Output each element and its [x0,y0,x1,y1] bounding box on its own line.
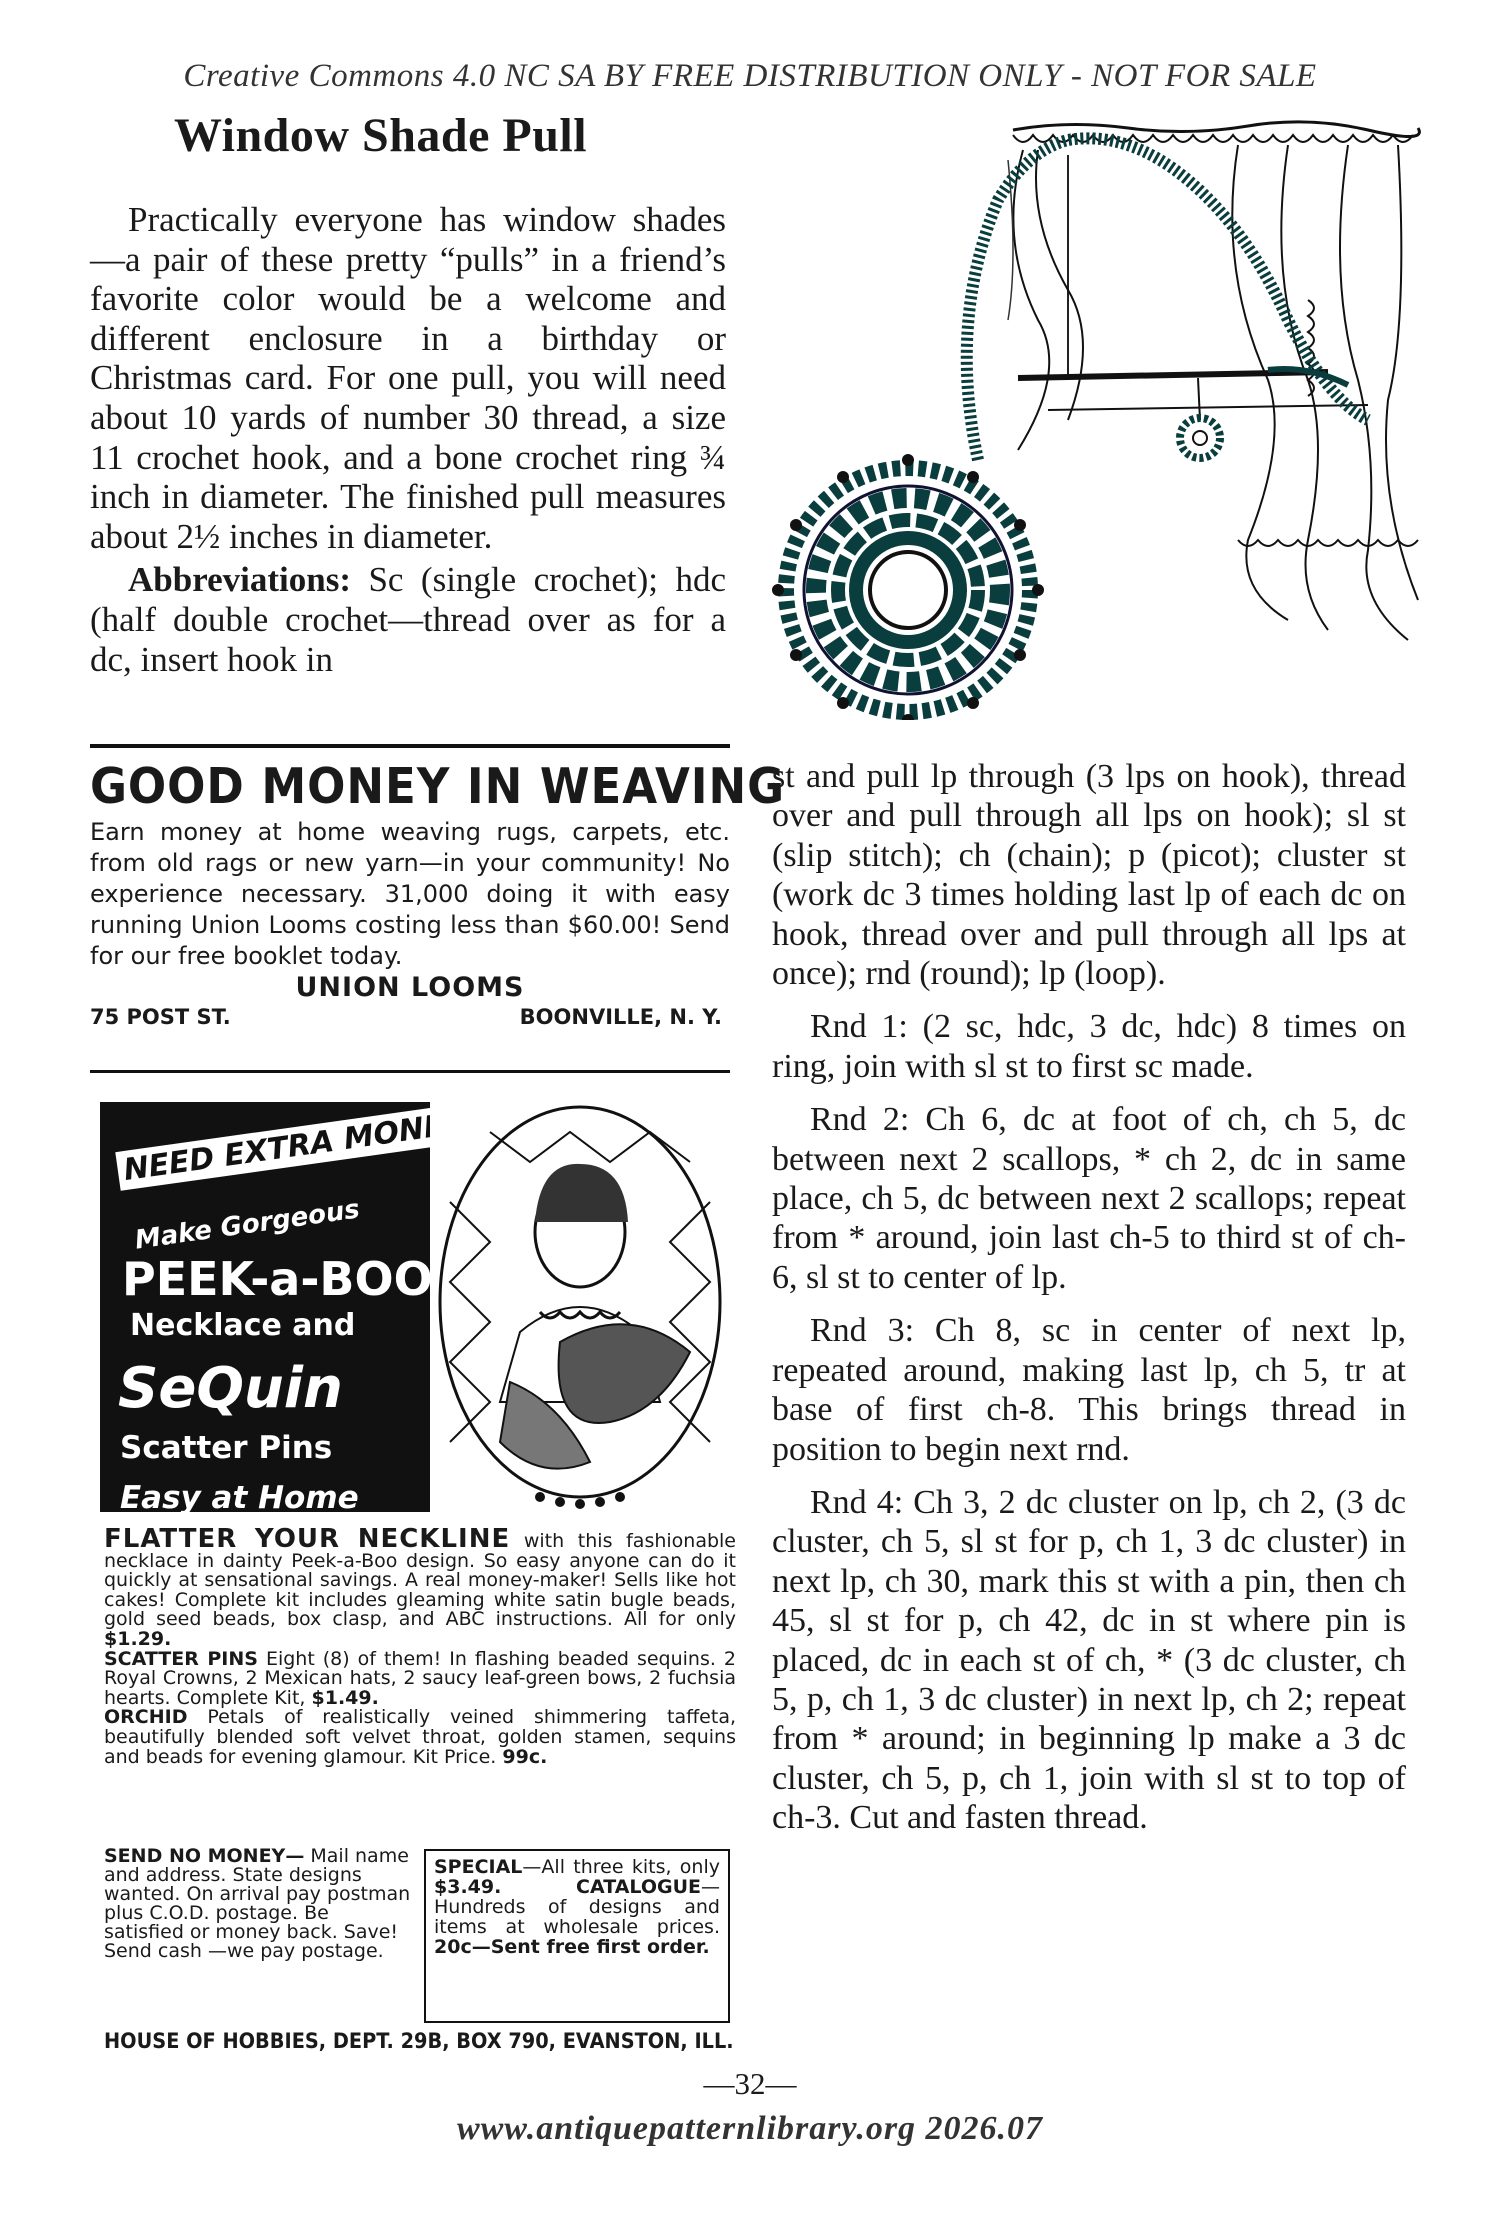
round-1: Rnd 1: (2 sc, hdc, 3 dc, hdc) 8 times on ring, join with sl st to first sc made. [772,1008,1406,1085]
weaving-ad-body: Earn money at home weaving rugs, carpets, etc. from old rags or new yarn—in your community! No experience necessary. 31,000 doing it with easy running Union Looms costing less than $60.00! Send for our free booklet today. [90,818,730,970]
article-right-column [772,757,1406,1852]
banner-scatter-pins: Scatter Pins [120,1430,333,1466]
round-2: Rnd 2: Ch 6, dc at foot of ch, ch 5, dc between next 2 scallops, * ch 2, dc in same place, ch 5, dc between next 2 scallops; repeat from * around, join last ch-5 to third st of ch-6, sl st to center of lp. [772,1101,1406,1296]
divider-top [90,744,730,748]
special-headline: SPECIAL [434,1856,523,1878]
flatter-body: with this fashionable necklace in dainty Peek-a-Boo design. So easy anyone can do it quickly at sensational savings. A real money-maker! Sells like hot cakes! Complete kit includes gleaming white satin bugle beads, gold seed beads, box clasp, and ABC instructions. All for only [104,1530,736,1631]
abbreviations-paragraph [90,560,726,679]
scatter-price: $1.49. [311,1686,379,1709]
crochet-pull-motif [772,454,1044,720]
send-body: Mail name and address. State designs wanted. On arrival pay postman plus C.O.D. postage. Be satisfied or money back. Save! Send cash —we pay postage. [104,1845,411,1962]
catalogue-body: —Hundreds of designs and items at wholesale prices. [434,1876,720,1938]
flatter-price: $1.29. [104,1627,172,1650]
send-headline: SEND NO MONEY— [104,1845,305,1867]
scatter-body: Eight (8) of them! In flashing beaded sequins. 2 Royal Crowns, 2 Mexican hats, 2 saucy leaf-green bows, 2 fuchsia hearts. Complete Kit, [104,1647,736,1709]
banner-necklace-and: Necklace and [130,1308,356,1343]
orchid-headline: ORCHID [104,1706,188,1729]
send-no-money-block [104,1847,412,1961]
catalogue-price: 20c—Sent free first order. [434,1936,710,1958]
banner-sequin: SeQuin [118,1356,343,1421]
banner-easy-at-home: Easy at Home [120,1480,359,1516]
weaving-ad-headline: GOOD MONEY IN WEAVING [90,758,786,815]
article-left-column [90,200,726,679]
special-offer-box [424,1849,730,2023]
article-title: Window Shade Pull [174,109,588,162]
weaving-ad-street: 75 POST ST. [90,1005,231,1029]
orchid-price: 99c. [502,1745,548,1768]
divider-middle [90,1070,730,1073]
necklace-ad-copy [104,1524,737,1768]
round-3: Rnd 3: Ch 8, sc in center of next lp, repeated around, making last lp, ch 5, tr at base of first ch-8. This brings thread in position to begin next rnd. [772,1312,1406,1468]
flatter-headline: FLATTER YOUR NECKLINE [104,1524,511,1554]
abbreviations-label: Abbreviations: [128,560,351,600]
flatter-paragraph [104,1524,736,1650]
special-body: —All three kits, only [522,1856,720,1878]
abbreviations-text: Sc (single crochet); hdc (half double crochet—thread over as for a dc, insert hook in [90,560,727,679]
page-number: —32— [703,2066,797,2101]
footer-url: www.antiquepatternlibrary.org 2026.07 [456,2110,1044,2147]
banner-peek-a-boo: PEEK-a-BOO [122,1252,433,1306]
catalogue-headline: CATALOGUE [576,1876,701,1898]
license-header: Creative Commons 4.0 NC SA BY FREE DISTRIBUTION ONLY - NOT FOR SALE [183,58,1317,94]
necklace-woman-illustration [430,1102,736,1512]
weaving-ad [90,758,786,1029]
necklace-ad-address: HOUSE OF HOBBIES, DEPT. 29B, BOX 790, EVANSTON, ILL. [104,2029,734,2053]
special-price: $3.49. [434,1876,502,1898]
window-shade-pull-illustration [768,120,1428,720]
banner-need-money: NEED EXTRA MONEY? [115,1100,491,1191]
intro-paragraph: Practically everyone has window shades—a pair of these pretty “pulls” in a friend’s favorite color would be a welcome and different enclosure in a birthday or Christmas card. For one pull, you will need about 10 yards of number 30 thread, a size 11 crochet hook, and a bone crochet ring ¾ inch in diameter. The finished pull measures about 2½ inches in diameter. [90,200,726,556]
orchid-body: Petals of realistically veined shimmering taffeta, beautifully blended soft velvet throat, golden stamen, sequins and beads for evening glamour. Kit Price. [104,1706,737,1768]
weaving-ad-company: UNION LOOMS [295,972,525,1003]
round-4: Rnd 4: Ch 3, 2 dc cluster on lp, ch 2, (3 dc cluster, ch 5, sl st for p, ch 1, 3 dc cluster) in next lp, ch 30, mark this st with a pin, then ch 45, sl st for p, ch 42, dc in st where pin is placed, dc in each st of ch, * (3 dc cluster, ch 5, p, ch 1, 3 dc cluster) in next lp, ch 2; repeat from * around; in beginning lp make a 3 dc cluster, ch 5, p, ch 1, join with sl st to top of ch-3. Cut and fasten thread. [772,1483,1406,1837]
necklace-ad-banner [100,1102,736,1516]
weaving-ad-address [90,1005,730,1029]
abbreviations-continued: st and pull lp through (3 lps on hook), thread over and pull through all lps on hook); sl st (slip stitch); ch (chain); p (picot); cluster st (work dc 3 times holding last lp of each dc on hook, thread over and pull through all lps at once); rnd (round); lp (loop). [772,758,1406,993]
weaving-ad-city: BOONVILLE, N. Y. [519,1005,722,1029]
orchid-paragraph [104,1708,736,1767]
scatter-headline: SCATTER PINS [104,1647,258,1670]
scatter-paragraph [104,1647,736,1709]
banner-make-gorgeous: Make Gorgeous [133,1194,362,1256]
